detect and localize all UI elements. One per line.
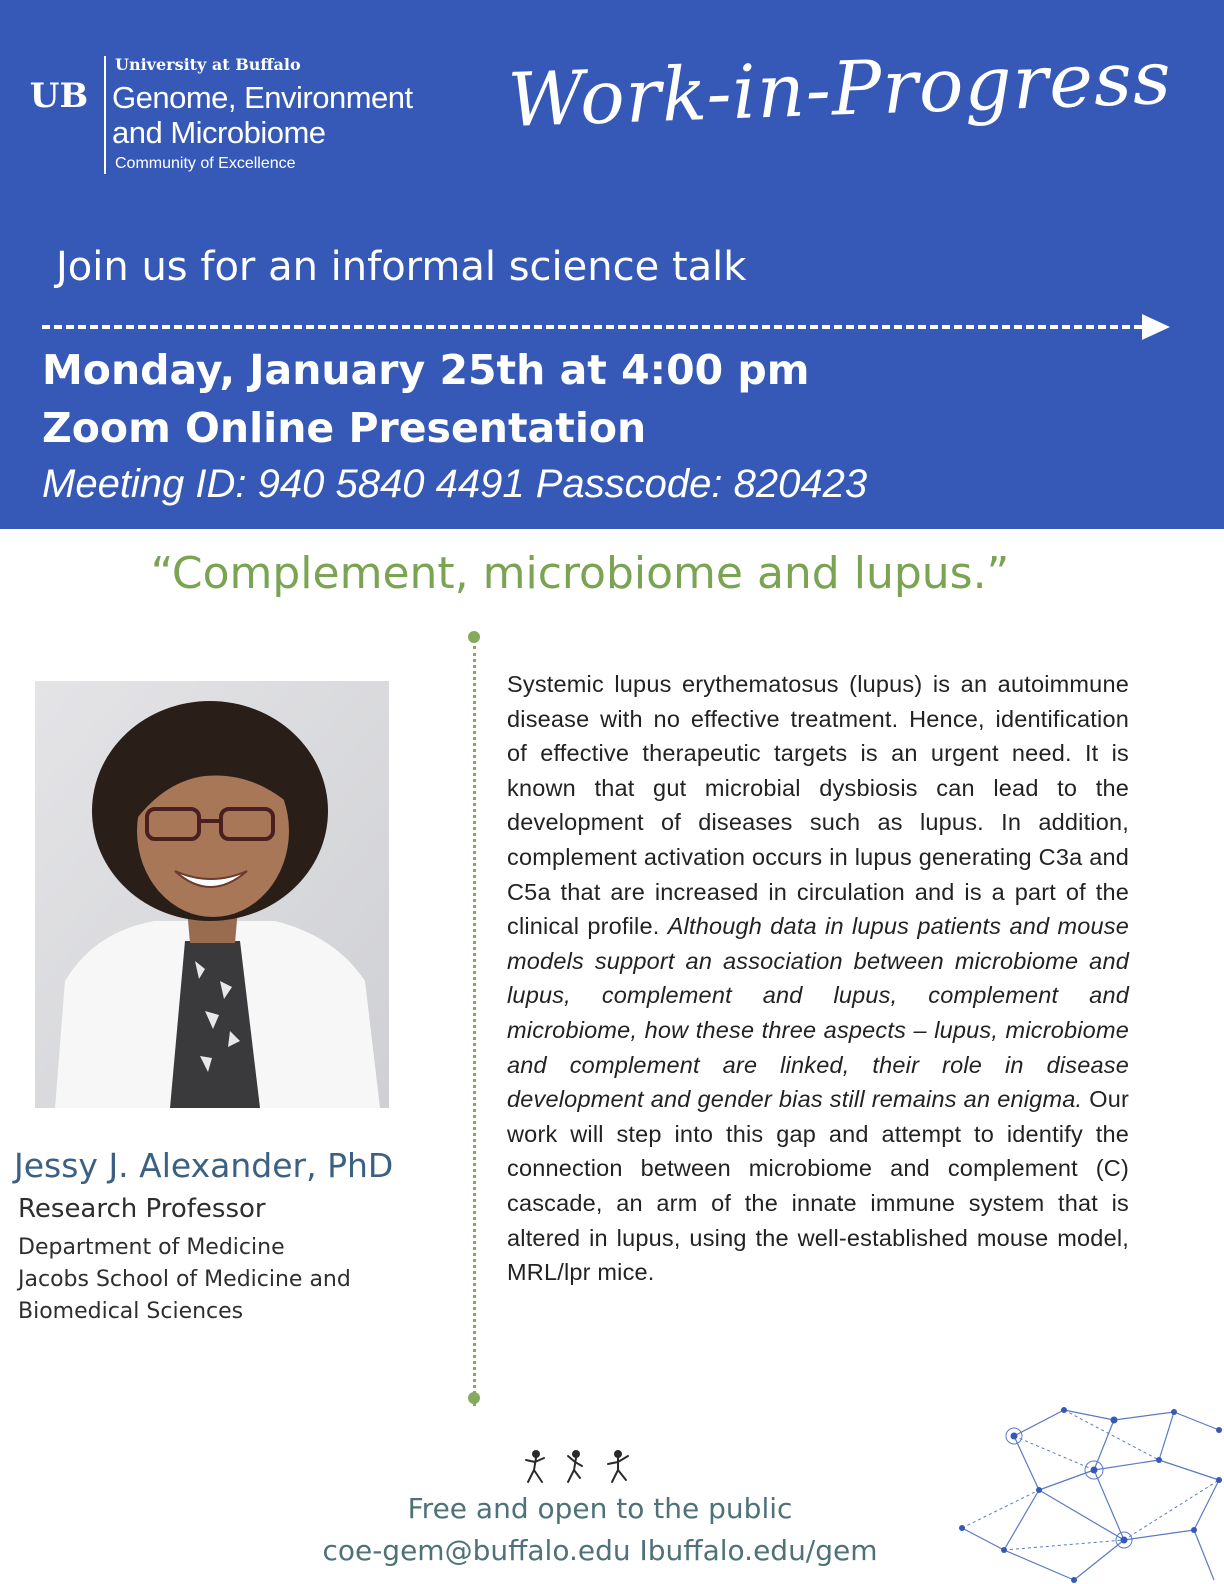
header-banner [0, 0, 1224, 529]
network-graphic-icon [944, 1400, 1224, 1584]
abstract-text [507, 667, 1129, 1290]
dancing-figures-icon [522, 1448, 642, 1488]
speaker-affiliation [18, 1232, 351, 1328]
svg-text:UB: UB [29, 76, 89, 112]
dashed-divider [42, 325, 1142, 329]
vertical-dotted-divider [473, 646, 476, 1406]
speaker-portrait-icon [35, 681, 389, 1108]
arrow-right-icon [1142, 314, 1170, 340]
series-title: Work-in-Progress [506, 34, 1174, 144]
community-name-line1: Genome, Environment [112, 80, 413, 115]
speaker-title: Research Professor [18, 1194, 266, 1224]
event-date-time: Monday, January 25th at 4:00 pm [42, 346, 810, 394]
speaker-dept-line3: Biomedical Sciences [18, 1299, 244, 1324]
community-name-line2: and Microbiome [112, 115, 326, 150]
speaker-name: Jessy J. Alexander, PhD [14, 1146, 394, 1185]
ub-logo-icon [24, 76, 94, 112]
tagline: Join us for an informal science talk [56, 244, 747, 290]
speaker-dept-line2: Jacobs School of Medicine and [18, 1267, 351, 1292]
meeting-details: Meeting ID: 940 5840 4491 Passcode: 820423 [42, 462, 868, 506]
community-subtitle: Community of Excellence [115, 155, 296, 172]
abstract-part2-italic: Although data in lupus patients and mouse models support an association between microbiome and lupus, complement and lupus, complement and microbiome, how these three aspects – lupus, microbiome and complement are linked, their role in disease development and gender bias still remains an enigma. [507, 913, 1130, 1113]
divider-bottom-dot [468, 1392, 480, 1404]
speaker-photo [35, 681, 389, 1108]
talk-title: “Complement, microbiome and lupus.” [150, 548, 1010, 599]
event-location: Zoom Online Presentation [42, 404, 647, 452]
footer-free-notice: Free and open to the public [407, 1492, 793, 1525]
org-name: University at Buffalo [115, 55, 301, 74]
abstract-part1: Systemic lupus erythematosus (lupus) is an autoimmune disease with no effective treatment. Hence, identification of effective therapeutic targets is an urgent need. It is known that gut microbial dysbiosis can lead to the development of diseases such as lupus. In addition, complement activation occurs in lupus generating C3a and C5a that are increased in circulation and is a part of the clinical profile. [507, 671, 1129, 940]
abstract-part3: Our work will step into this gap and attempt to identify the connection between microbiome and complement (C) cascade, an arm of the innate immune system that is altered in lupus, using the well-established mouse model, MRL/lpr mice. [507, 1086, 1129, 1286]
logo-divider [104, 56, 106, 174]
footer-contact[interactable]: coe-gem@buffalo.edu Ibuffalo.edu/gem [322, 1534, 878, 1567]
speaker-dept-line1: Department of Medicine [18, 1235, 285, 1260]
divider-top-dot [468, 631, 480, 643]
